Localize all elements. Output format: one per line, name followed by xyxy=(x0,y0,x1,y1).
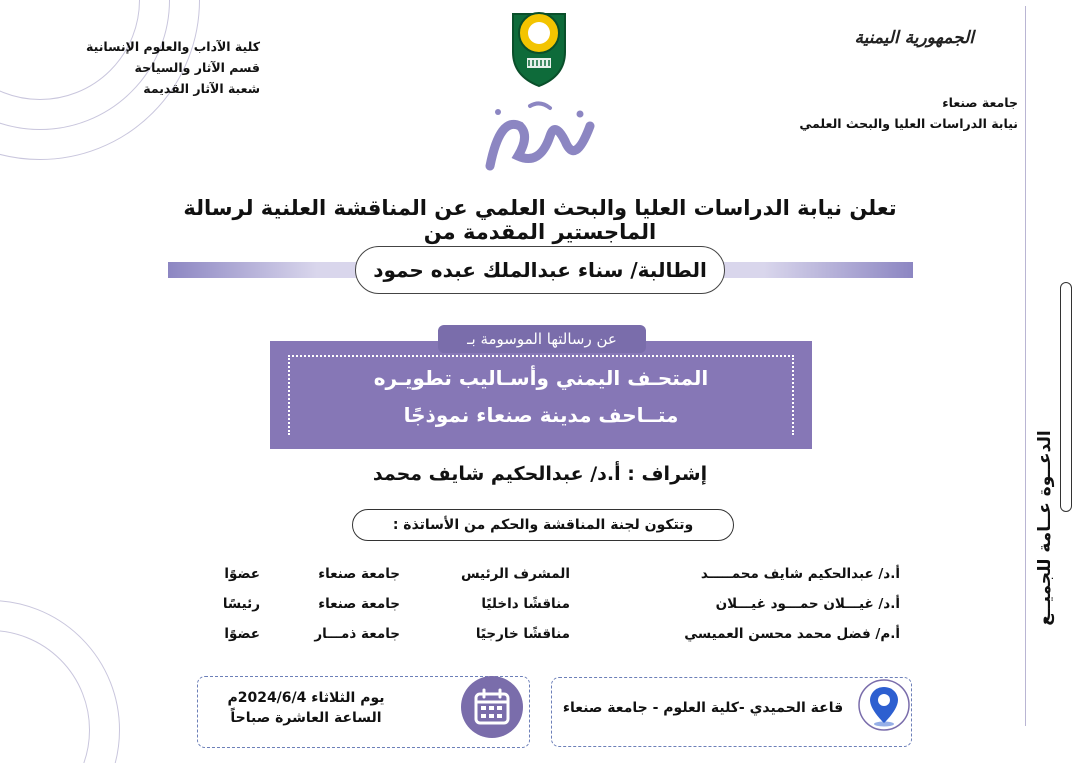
location-pin-icon xyxy=(858,679,910,731)
thesis-title xyxy=(270,360,812,434)
member-position: عضوًا xyxy=(224,626,260,642)
committee-table xyxy=(190,566,900,656)
department-name: قسم الآثار والسياحة xyxy=(134,60,260,75)
place-text: قاعة الحميدي -كلية العلوم - جامعة صنعاء xyxy=(562,700,844,716)
thesis-title-line2: متــاحف مدينة صنعاء نموذجًا xyxy=(403,403,679,427)
thesis-title-line1: المتحـف اليمني وأسـاليب تطويـره xyxy=(373,366,709,390)
member-university: جامعة صنعاء xyxy=(318,566,400,582)
committee-row xyxy=(190,566,900,596)
public-invitation-text: الدعــوة عــامة للجميــع xyxy=(1035,430,1055,626)
calendar-glyph-icon xyxy=(473,688,511,726)
committee-row xyxy=(190,626,900,656)
member-name: أ.د/ عبدالحكيم شايف محمـــــد xyxy=(700,566,900,582)
committee-row xyxy=(190,596,900,626)
committee-intro: وتتكون لجنة المناقشة والحكم من الأساتذة : xyxy=(352,509,734,541)
faculty-header xyxy=(60,36,260,99)
faculty-name: كلية الآداب والعلوم الإنسانية xyxy=(86,39,260,54)
member-university: جامعة ذمـــار xyxy=(314,626,400,642)
division-name: شعبة الآثار القديمة xyxy=(143,81,260,96)
calendar-icon xyxy=(461,676,523,738)
member-name: أ.د/ غيـــلان حمـــود غيـــلان xyxy=(715,596,900,612)
member-role: المشرف الرئيس xyxy=(460,566,570,582)
member-role: مناقشًا داخليًا xyxy=(481,596,570,612)
member-university: جامعة صنعاء xyxy=(318,596,400,612)
member-name: أ.م/ فضل محمد محسن العميسي xyxy=(684,626,900,642)
main-title: تعلن نيابة الدراسات العليا والبحث العلمي عن المناقشة العلنية لرسالة الماجستير المقدمة من xyxy=(183,196,897,244)
university-logo-icon xyxy=(507,6,571,88)
supervisor: إشراف : أ.د/ عبدالحكيم شايف محمد xyxy=(372,463,708,485)
member-role: مناقشًا خارجيًا xyxy=(475,626,570,642)
university-name: جامعة صنعاء xyxy=(942,95,1018,110)
republic-calligraphy: الجمهورية اليمنية xyxy=(854,28,974,48)
thesis-label: عن رسالتها الموسومة بـ xyxy=(438,325,646,353)
member-position: رئيسًا xyxy=(222,596,260,612)
member-position: عضوًا xyxy=(224,566,260,582)
vice-presidency-name: نيابة الدراسات العليا والبحث العلمي xyxy=(799,116,1018,131)
date-text xyxy=(200,688,412,728)
announcement-calligraphy-icon xyxy=(470,96,610,176)
university-header xyxy=(798,92,1018,134)
student-name: الطالبة/ سناء عبدالملك عبده حمود xyxy=(355,246,725,294)
date-time: الساعة العاشرة صباحاً xyxy=(230,710,382,726)
date-day: يوم الثلاثاء 2024/6/4م xyxy=(227,690,385,706)
